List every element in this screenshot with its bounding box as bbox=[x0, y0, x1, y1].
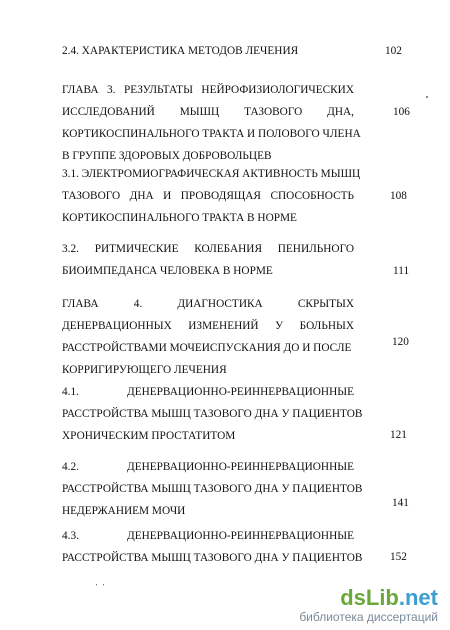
toc-entry-line: РАССТРОЙСТВА МЫШЦ ТАЗОВОГО ДНА У ПАЦИЕНТОВ bbox=[62, 408, 363, 420]
toc-page-number: 106 bbox=[393, 106, 410, 118]
toc-entry-chapter-3 bbox=[62, 79, 361, 167]
toc-entry-4-1 bbox=[62, 381, 363, 447]
toc-entry-2-4 bbox=[62, 40, 354, 62]
toc-page-number: 141 bbox=[392, 497, 409, 509]
toc-entry-line: РАССТРОЙСТВА МЫШЦ ТАЗОВОГО ДНА У ПАЦИЕНТОВ bbox=[62, 552, 363, 564]
toc-entry-line: ИССЛЕДОВАНИЙ МЫШЦ ТАЗОВОГО ДНА, bbox=[62, 106, 354, 118]
toc-entry-line: 2.4. ХАРАКТЕРИСТИКА МЕТОДОВ ЛЕЧЕНИЯ bbox=[62, 45, 299, 57]
toc-page-number: 121 bbox=[390, 429, 407, 441]
toc-page-number: 102 bbox=[385, 45, 402, 57]
toc-entry-line: РАССТРОЙСТВАМИ МОЧЕИСПУСКАНИЯ ДО И ПОСЛЕ bbox=[62, 342, 352, 354]
toc-entry-line: ГЛАВА 4. ДИАГНОСТИКА СКРЫТЫХ bbox=[62, 298, 354, 310]
toc-entry-line: БИОИМПЕДАНСА ЧЕЛОВЕКА В НОРМЕ bbox=[62, 265, 273, 277]
toc-entry-line: 4.1. ДЕНЕРВАЦИОННО-РЕИННЕРВАЦИОННЫЕ bbox=[62, 386, 354, 398]
toc-entry-line: 3.2. РИТМИЧЕСКИЕ КОЛЕБАНИЯ ПЕНИЛЬНОГО bbox=[62, 243, 354, 255]
toc-entry-4-2 bbox=[62, 456, 363, 522]
dslib-watermark bbox=[299, 586, 438, 624]
toc-entry-line: НЕДЕРЖАНИЕМ МОЧИ bbox=[62, 505, 186, 517]
toc-entry-chapter-4 bbox=[62, 293, 354, 381]
toc-entry-line: 4.3. ДЕНЕРВАЦИОННО-РЕИННЕРВАЦИОННЫЕ bbox=[62, 530, 354, 542]
toc-page-number: 111 bbox=[393, 265, 410, 277]
toc-entry-line: ГЛАВА 3. РЕЗУЛЬТАТЫ НЕЙРОФИЗИОЛОГИЧЕСКИХ bbox=[62, 84, 354, 96]
toc-entry-line: КОРРИГИРУЮЩЕГО ЛЕЧЕНИЯ bbox=[62, 364, 227, 376]
toc-entry-line: РАССТРОЙСТВА МЫШЦ ТАЗОВОГО ДНА У ПАЦИЕНТОВ bbox=[62, 483, 363, 495]
toc-page-number: 152 bbox=[390, 551, 407, 563]
watermark-brand-part2: .net bbox=[398, 585, 438, 610]
toc-entry-line: КОРТИКОСПИНАЛЬНОГО ТРАКТА И ПОЛОВОГО ЧЛЕНА bbox=[62, 128, 361, 140]
toc-entry-3-2 bbox=[62, 238, 354, 282]
watermark-tagline: библиотека диссертаций bbox=[299, 610, 438, 624]
scan-speck bbox=[426, 96, 428, 98]
page-cutoff-mask bbox=[62, 570, 352, 584]
toc-entry-line: ТАЗОВОГО ДНА И ПРОВОДЯЩАЯ СПОСОБНОСТЬ bbox=[62, 190, 354, 202]
watermark-brand-part1: dsLib bbox=[340, 585, 399, 610]
toc-entry-line: 4.2. ДЕНЕРВАЦИОННО-РЕИННЕРВАЦИОННЫЕ bbox=[62, 461, 354, 473]
toc-entry-3-1 bbox=[62, 163, 361, 229]
toc-entry-line: ХРОНИЧЕСКИМ ПРОСТАТИТОМ bbox=[62, 430, 236, 442]
toc-entry-line: В ГРУППЕ ЗДОРОВЫХ ДОБРОВОЛЬЦЕВ bbox=[62, 150, 272, 162]
toc-page-number: 120 bbox=[392, 336, 409, 348]
watermark-logo bbox=[299, 586, 438, 610]
toc-entry-line: 3.1. ЭЛЕКТРОМИОГРАФИЧЕСКАЯ АКТИВНОСТЬ МЫШЦ bbox=[62, 168, 361, 180]
toc-page-number: 108 bbox=[390, 190, 407, 202]
toc-entry-line: ДЕНЕРВАЦИОННЫХ ИЗМЕНЕНИЙ У БОЛЬНЫХ bbox=[62, 320, 354, 332]
toc-entry-line: КОРТИКОСПИНАЛЬНОГО ТРАКТА В НОРМЕ bbox=[62, 212, 297, 224]
